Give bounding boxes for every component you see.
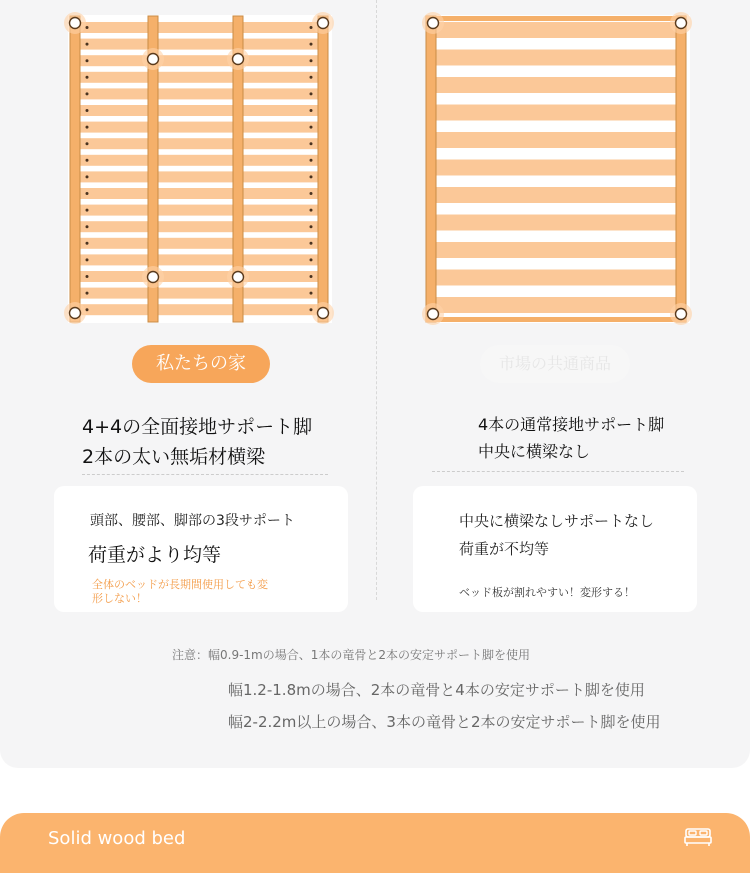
slat [430, 50, 686, 66]
slat [430, 132, 686, 148]
center-support-leg [233, 54, 244, 65]
slat-screw [310, 92, 313, 95]
market-card-line1: 中央に横梁なしサポートなし [459, 512, 655, 530]
market-card-line2: 荷重が不均等 [459, 540, 550, 558]
frame-rail [676, 16, 686, 322]
slat-screw [310, 43, 313, 46]
slat-screw [86, 126, 89, 129]
slat-screw [310, 59, 313, 62]
slat-screw [310, 275, 313, 278]
slat-screw [86, 308, 89, 311]
note-line-3: 幅2-2.2m以上の場合、3本の竜骨と2本の安定サポート脚を使用 [228, 713, 661, 731]
slat-screw [310, 126, 313, 129]
slat-screw [86, 242, 89, 245]
slat-screw [86, 175, 89, 178]
ours-card-line2: 荷重がより均等 [88, 544, 222, 566]
slat [72, 22, 328, 33]
slat-screw [86, 292, 89, 295]
slat-screw [310, 242, 313, 245]
slat-screw [310, 142, 313, 145]
slat [72, 205, 328, 216]
slat-screw [86, 92, 89, 95]
slat [72, 55, 328, 66]
ours-feature-2: 2本の太い無垢材横梁 [82, 446, 266, 468]
market-features [478, 411, 664, 465]
ours-feature-underline [82, 474, 328, 475]
slat [430, 22, 686, 38]
slat-screw [86, 109, 89, 112]
ours-card-line3a: 全体のベッドが長期間使用しても変 [92, 578, 268, 591]
market-feature-1: 4本の通常接地サポート脚 [478, 415, 665, 434]
slat-screw [86, 192, 89, 195]
slat-screw [310, 175, 313, 178]
slat [72, 238, 328, 249]
slat [72, 188, 328, 199]
slat [72, 138, 328, 149]
note-line-2: 幅1.2-1.8mの場合、2本の竜骨と4本の安定サポート脚を使用 [228, 681, 645, 699]
slat [72, 72, 328, 83]
slat [72, 122, 328, 133]
slat [430, 77, 686, 93]
market-detail-card [413, 486, 697, 612]
slat-screw [86, 26, 89, 29]
market-label-pill: 市場の共通商品 [480, 345, 630, 383]
market-feature-underline [432, 471, 684, 472]
slat-screw [86, 59, 89, 62]
slat [72, 105, 328, 116]
slat-screw [86, 76, 89, 79]
corner-support-leg [428, 18, 439, 29]
frame-rail [426, 16, 436, 322]
market-feature-2: 中央に横梁なし [478, 442, 591, 461]
slat [72, 88, 328, 99]
slat-screw [310, 159, 313, 162]
slat-screw [310, 308, 313, 311]
frame-rail-top [426, 16, 686, 21]
ours-feature-1: 4+4の全面接地サポート脚 [82, 416, 313, 438]
ours-features [82, 412, 312, 472]
slat-screw [86, 43, 89, 46]
ours-label-pill: 私たちの家 [132, 345, 270, 383]
center-support-leg [233, 272, 244, 283]
slat-screw [310, 209, 313, 212]
slat-screw [310, 292, 313, 295]
footer-bar [0, 813, 750, 873]
slat-screw [86, 142, 89, 145]
frame-rail-bottom [426, 317, 686, 322]
slat [72, 288, 328, 299]
slat-screw [310, 26, 313, 29]
ours-detail-card [54, 486, 348, 612]
slat-screw [86, 159, 89, 162]
slat [72, 39, 328, 50]
slat-frame-illustration-ours [60, 10, 340, 330]
footer-label: Solid wood bed [48, 828, 186, 849]
ours-card-line3b: 形しない！ [92, 592, 147, 605]
corner-support-leg [676, 309, 687, 320]
corner-support-leg [318, 308, 329, 319]
slat-screw [310, 192, 313, 195]
corner-support-leg [676, 18, 687, 29]
slat [430, 270, 686, 286]
slat [430, 242, 686, 258]
corner-support-leg [318, 18, 329, 29]
slat [430, 187, 686, 203]
slat [72, 155, 328, 166]
slat [430, 297, 686, 313]
ours-card-line1: 頭部、腰部、脚部の3段サポート [90, 513, 295, 529]
slat-screw [310, 258, 313, 261]
slat [72, 221, 328, 232]
slat [430, 105, 686, 121]
slat [72, 304, 328, 315]
slat [430, 160, 686, 176]
corner-support-leg [70, 18, 81, 29]
frame-rail [318, 16, 328, 322]
market-card-line3: ベッド板が割れやすい！変形する！ [459, 586, 635, 599]
slat-screw [310, 225, 313, 228]
slat [72, 271, 328, 282]
slat-frame-illustration-market [418, 10, 698, 330]
slat-screw [86, 225, 89, 228]
center-support-leg [148, 272, 159, 283]
slat-screw [86, 275, 89, 278]
corner-support-leg [428, 309, 439, 320]
bed-icon [684, 826, 712, 852]
slat [72, 254, 328, 265]
slat [72, 171, 328, 182]
slat-screw [310, 109, 313, 112]
note-line-1: 注意：幅0.9-1mの場合、1本の竜骨と2本の安定サポート脚を使用 [172, 648, 531, 662]
slat [430, 215, 686, 231]
center-divider [376, 0, 377, 600]
slat-screw [310, 76, 313, 79]
market-bed-frame-diagram [418, 10, 698, 330]
frame-rail [70, 16, 80, 322]
slat-screw [86, 209, 89, 212]
corner-support-leg [70, 308, 81, 319]
slat-screw [86, 258, 89, 261]
our-bed-frame-diagram [60, 10, 340, 330]
center-support-leg [148, 54, 159, 65]
